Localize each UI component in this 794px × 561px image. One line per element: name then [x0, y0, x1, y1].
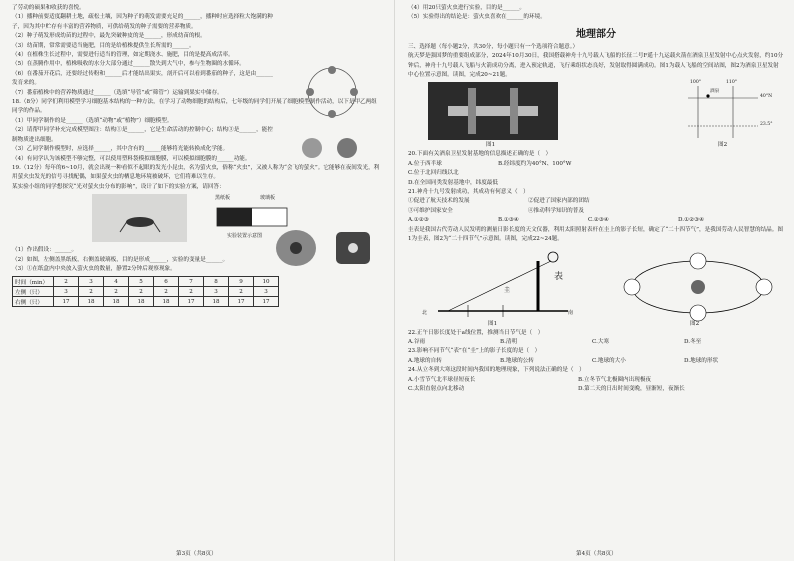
table-cell: 2	[129, 287, 154, 297]
option[interactable]: C.位于北回归线以北	[408, 170, 459, 177]
option[interactable]: A.小雪节气北半球昼短夜长	[408, 376, 476, 383]
option-line	[408, 338, 784, 347]
table-cell: 2	[179, 287, 204, 297]
option[interactable]: A.①②③	[408, 217, 429, 224]
section-title: 地理部分	[576, 28, 616, 40]
option[interactable]: D.在全国同类发射基地中，纬度最低	[408, 179, 498, 186]
table-cell: 右侧（只）	[13, 297, 54, 307]
option[interactable]: D.冬至	[684, 338, 702, 345]
table-cell: 10	[254, 277, 279, 287]
table-cell: 2	[79, 287, 104, 297]
map-label: 酒泉	[710, 89, 720, 95]
text-line: （2）如图，左侧盖黑纸板，右侧盖玻璃板，目的是形成______，实验的变量是______。	[12, 256, 229, 263]
gui-label: 圭	[504, 286, 511, 294]
north-label: 北	[422, 309, 428, 316]
map-label: 23.5°	[760, 122, 773, 128]
text-line: （3）幼苗期，常常需要适当施肥，目的是给植株提供生长所需的______。	[12, 42, 195, 49]
option-line	[408, 385, 784, 394]
data-table	[12, 276, 279, 307]
table-cell: 18	[129, 297, 154, 307]
south-label: 南	[568, 309, 574, 316]
question-18: 18.（8分）同学们利用模型学习细胞基本结构的一种方法，在学习了动物细胞的结构后，七年级的同学们开展了细胞模型制作活动，以下是甲乙两组同学的作品。	[12, 99, 377, 115]
table-cell: 17	[229, 297, 254, 307]
question-intro: 三、选择题（每小题2分，共30分，每小题只有一个选项符合题意。）	[408, 43, 579, 50]
table-cell: 2	[104, 287, 129, 297]
figure-row-2	[408, 245, 784, 329]
table-cell: 18	[79, 297, 104, 307]
firefly-icon	[126, 217, 154, 227]
table-cell: 时间（min）	[13, 277, 54, 287]
option[interactable]: D.地球的形状	[684, 357, 719, 364]
option[interactable]: C.太阳直射点向北移动	[408, 385, 465, 392]
table-cell: 3	[79, 277, 104, 287]
text-line: （4）用20只萤火虫进行实验，目的是______。	[408, 5, 525, 11]
figure-row-1	[408, 80, 784, 150]
fig2-label: 图2	[718, 142, 728, 149]
table-cell: 17	[54, 297, 79, 307]
question-23: 23.影响不同节气“表”在“圭”上的影子长度的是（ ）	[408, 348, 541, 355]
text-line: （2）请帮甲同学补充完成模型图注：结构①是______，它是生命活动的控制中心；结构③是______，能控制物质进出细胞。	[12, 127, 273, 143]
table-cell: 2	[154, 287, 179, 297]
solar-terms-figure	[618, 247, 778, 327]
location-map-figure	[678, 82, 768, 140]
table-cell: 3	[204, 287, 229, 297]
label-black-board: 黑纸板	[215, 195, 231, 202]
table-cell: 3	[254, 287, 279, 297]
cell-model-figure	[268, 224, 380, 274]
right-page	[400, 0, 794, 561]
option[interactable]: B.经纬度约为40°N、100°W	[498, 160, 572, 167]
statement: ④推动科学知识的普及	[528, 207, 584, 214]
table-cell: 8	[204, 277, 229, 287]
table-cell: 2	[54, 277, 79, 287]
map-label: 110°	[726, 80, 738, 86]
fig2-label: 图2	[690, 320, 700, 327]
page-number: 第3页（共8页）	[176, 551, 217, 557]
option[interactable]: B.立冬节气北极圈内出现极夜	[578, 376, 652, 383]
text-line: （1）播种前要适度翻耕土地，疏松土壤，因为种子的萌发需要充足的______，播种时应选择粒大饱满的种子，因为其中贮存有丰富的营养物质，可供给萌发的种子需要的营养物质。	[12, 14, 273, 30]
option[interactable]: A.谷雨	[408, 338, 426, 345]
option[interactable]: B.清明	[500, 338, 518, 345]
table-cell: 7	[179, 277, 204, 287]
question-22: 22.正午日影长度处于a线位置，推测当日节气是（ ）	[408, 329, 544, 336]
table-cell: 6	[154, 277, 179, 287]
option[interactable]: C.②③④	[588, 217, 609, 224]
page-divider	[394, 0, 395, 561]
page-number: 第4页（共8页）	[576, 551, 617, 557]
option[interactable]: B.地球的公转	[500, 357, 534, 364]
text-line: （2）种子萌发形成幼苗的过程中，最先突破种皮的是______，形成幼苗的根。	[12, 33, 206, 40]
table-cell: 9	[229, 277, 254, 287]
biao-label: 表	[554, 271, 564, 282]
question-19: 19.（12分）每年的6~10月，就会出现一种看似不起眼的发光小昆虫，名为萤火虫，俗称“火虫”，又被人称为“会飞的萤火”。它能够在夜间发光，利用萤火虫发光的信号寻找配偶，如果萤火虫的栖息地环境被破坏，它们将难以生存。	[12, 164, 380, 181]
space-station-figure	[428, 82, 558, 140]
fig1-label: 图1	[486, 142, 496, 149]
question-20: 20.下面有关酒泉卫星发射基地的信息描述正确的是（ ）	[408, 151, 552, 158]
option[interactable]: C.地球的大小	[592, 357, 626, 364]
option-line	[408, 376, 784, 385]
table-row	[13, 287, 279, 297]
gui-biao-figure	[418, 247, 588, 327]
left-page	[0, 0, 390, 561]
plant-cycle-figure	[282, 62, 382, 122]
label-glass-board: 玻璃板	[260, 195, 276, 202]
question-24: 24.从立冬到大寒这段时间内我国的地理现象，下列说法正确的是（ ）	[408, 367, 585, 374]
table-cell: 3	[54, 287, 79, 297]
map-label: 40°N	[760, 94, 773, 100]
text-line: （5）在蒸腾作用中，植株吸收的水分大部分通过______散失到大气中，参与生物圈的水循环。	[12, 61, 245, 68]
table-cell: 17	[179, 297, 204, 307]
figure-caption: 实验装置示意图	[227, 233, 263, 240]
text-line: 了劳动的硕果和收获的喜悦。	[12, 5, 85, 11]
table-row	[13, 297, 279, 307]
tomato-figure	[282, 130, 382, 166]
table-cell: 18	[204, 297, 229, 307]
table-cell: 18	[104, 297, 129, 307]
statement: ②促进了国家内部的团结	[528, 198, 590, 205]
black-cover	[217, 208, 252, 226]
fig1-label: 图1	[488, 320, 498, 327]
table-cell: 5	[129, 277, 154, 287]
table-cell: 17	[254, 297, 279, 307]
option[interactable]: A.位于西半球	[408, 160, 442, 167]
text-line: （7）番茄植株中的营养物质通过______（选填“导管”或“筛管”）运输到果实中储存。	[12, 89, 223, 96]
option[interactable]: D.第二天的日出时间变晚，昼渐短，夜渐长	[578, 385, 685, 392]
option[interactable]: C.大寒	[592, 338, 610, 345]
option-line	[408, 207, 784, 216]
option-line	[408, 179, 784, 188]
table-row	[13, 277, 279, 287]
table-cell: 4	[104, 277, 129, 287]
text-line: （4）在植株生长过程中，需要进行适当的管理，如定期浇水、施肥，目的是提高成活率。	[12, 52, 234, 59]
text-line: 某实验小组的同学想探究“光对萤火虫分布的影响”，设计了如下的实验方案，请回答：	[12, 183, 225, 190]
question-21: 21.神舟十九号发射成功，其成功有何意义（ ）	[408, 189, 529, 196]
option-line	[408, 216, 784, 225]
statement: ①促进了航天技术的发展	[408, 198, 470, 205]
text-line: （3）①在纸盒内中央放入萤火虫的数量，静置2分钟后观察现象。	[12, 265, 176, 272]
option[interactable]: D.①②③④	[678, 217, 705, 224]
table-cell: 2	[229, 287, 254, 297]
text-line: （4）有同学认为该模型不够完整，可以使用塑料袋模拟细胞膜，可以模拟细胞膜的______功能。	[12, 155, 251, 162]
option-line	[408, 169, 784, 178]
text-line: （3）乙同学制作模型时，应选择______，其中含有的______能够将光能转换成化学能。	[12, 146, 229, 153]
option-line	[408, 357, 784, 366]
passage: 航天梦是强国梦的重要组成部分，2024年10月30日，我国搭载神舟十九号载人飞船的长征二号F遥十九运载火箭在酒泉卫星发射中心点火发射，约10分钟后，神舟十九号载人飞船与火箭成功分离，进入预定轨道，飞行乘组状态良好，发射取得圆满成功。图1为载人飞船的空间站图，图2为酒泉卫星发射中心位置示意图。读图，完成20~21题。	[408, 53, 784, 79]
option[interactable]: A.地球的自转	[408, 357, 442, 364]
passage-2: 圭表是我国古代劳动人民发明的测量日影长度的天文仪器，利用太阳照射表杆在圭上的影子长短，确定了“二十四节气”，是我国劳动人民智慧的结晶。图1为圭表，图2为“二十四节气”示意图。读图，完成22~24题。	[408, 226, 783, 243]
table-cell: 左侧（只）	[13, 287, 54, 297]
text-line: （1）甲同学制作的是______（选填“动物”或“植物”）细胞模型。	[12, 117, 173, 124]
statement: ③可维护国家安全	[408, 207, 453, 214]
option-line	[408, 160, 784, 169]
text-line: （6）在番茄开花后，还要经过传粉和______后才能结出果实，剖开后可以看到番茄的种子，这是由______发育来的。	[12, 70, 273, 87]
table-cell: 18	[154, 297, 179, 307]
map-label: 100°	[690, 80, 702, 86]
text-line: （5）实验得出的结论是：萤火虫喜欢在______的环境。	[408, 14, 546, 21]
option-line	[408, 197, 784, 206]
text-line: （1）作出假设：______。	[12, 247, 78, 254]
option[interactable]: B.①③④	[498, 217, 519, 224]
